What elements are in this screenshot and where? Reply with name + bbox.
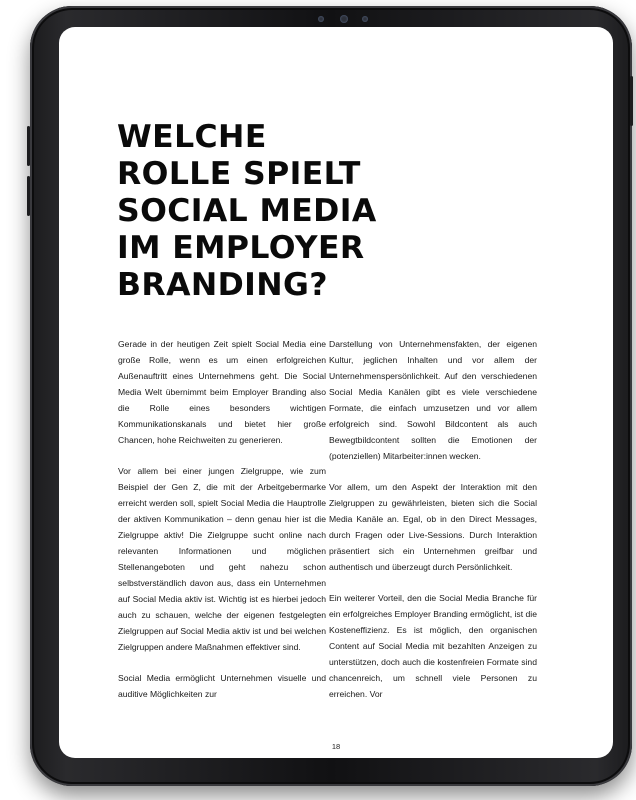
tablet-side-button-bottom — [27, 176, 30, 216]
page-title — [117, 119, 447, 304]
title-line: BRANDING? — [117, 267, 328, 303]
body-paragraph: Ein weiterer Vorteil, den die Social Media Branche für ein erfolgreiches Employer Branding ermöglicht, ist die Kosteneffizienz. Es ist möglich, den organischen Content auf Social Media mit bezahlten Anzeigen zu unterstützen, doch auch die kostenfreien Formate sind chancenreich, um schnell viele Personen zu erreichen. Vor — [329, 593, 537, 699]
body-paragraph: Darstellung von Unternehmensfakten, der eigenen Kultur, jeglichen Inhalten und vor allem der Unternehmenspersönlichkeit. Auf den verschiedenen Social Media Kanälen gibt es viele verschiedene Formate, die einfach umzusetzen und vor allem erfolgreich sind. Sowohl Bildcontent als auch Bewegtbildcontent sollten die Emotionen der (potenziellen) Mitarbeiter:innen wecken. — [329, 339, 537, 461]
title-line: IM EMPLOYER — [117, 230, 365, 266]
page-number: 18 — [331, 742, 341, 751]
title-line: ROLLE SPIELT — [117, 156, 361, 192]
body-paragraph: Social Media ermöglicht Unternehmen visuelle und auditive Möglichkeiten zur — [118, 673, 326, 699]
right-text-column — [329, 336, 537, 717]
tablet-screen — [59, 27, 613, 758]
body-paragraph: Vor allem, um den Aspekt der Interaktion mit den Zielgruppen zu gewährleisten, bieten sich die Social Media Kanäle an. Egal, ob in den Direct Messages, durch Fragen oder Live-Sessions. Durch Interaktion präsentiert sich ein Unternehmen greifbar und authentisch und überzeugt durch Persönlichkeit. — [329, 482, 537, 572]
camera-sensor-icon — [340, 15, 348, 23]
tablet-power-button — [630, 76, 633, 126]
body-paragraph: Vor allem bei einer jungen Zielgruppe, wie zum Beispiel der Gen Z, die mit der Arbeitgebermarke erreicht werden soll, spielt Social Media die Hauptrolle der aktiven Kommunikation – denn genau hier ist die Zielgruppe aktiv! Die Zielgruppe sucht online nach relevanten Informationen und möglichen Stellenangeboten und geht nahezu schon selbstverständlich davon aus, dass ein Unternehmen auf Social Media aktiv ist. Wichtig ist es hierbei jedoch auch zu schauen, welche der eigenen festgelegten Zielgruppen auf Social Media aktiv ist und bei welchen Zielgruppen andere Maßnahmen effektiver sind. — [118, 466, 326, 652]
body-paragraph: Gerade in der heutigen Zeit spielt Social Media eine große Rolle, wenn es um einen erfolgreichen Außenauftritt eines Unternehmens geht. Die Social Media Welt übernimmt beim Employer Branding also die Rolle eines besonders wichtigen Kommunikationskanals und bietet hier große Chancen, hohe Reichweiten zu generieren. — [118, 339, 326, 445]
camera-light-icon — [362, 16, 368, 22]
title-line: WELCHE — [117, 119, 267, 155]
title-line: SOCIAL MEDIA — [117, 193, 377, 229]
camera-lens-icon — [318, 16, 324, 22]
tablet-side-button-top — [27, 126, 30, 166]
front-camera-array — [318, 14, 370, 24]
left-text-column — [118, 336, 326, 717]
